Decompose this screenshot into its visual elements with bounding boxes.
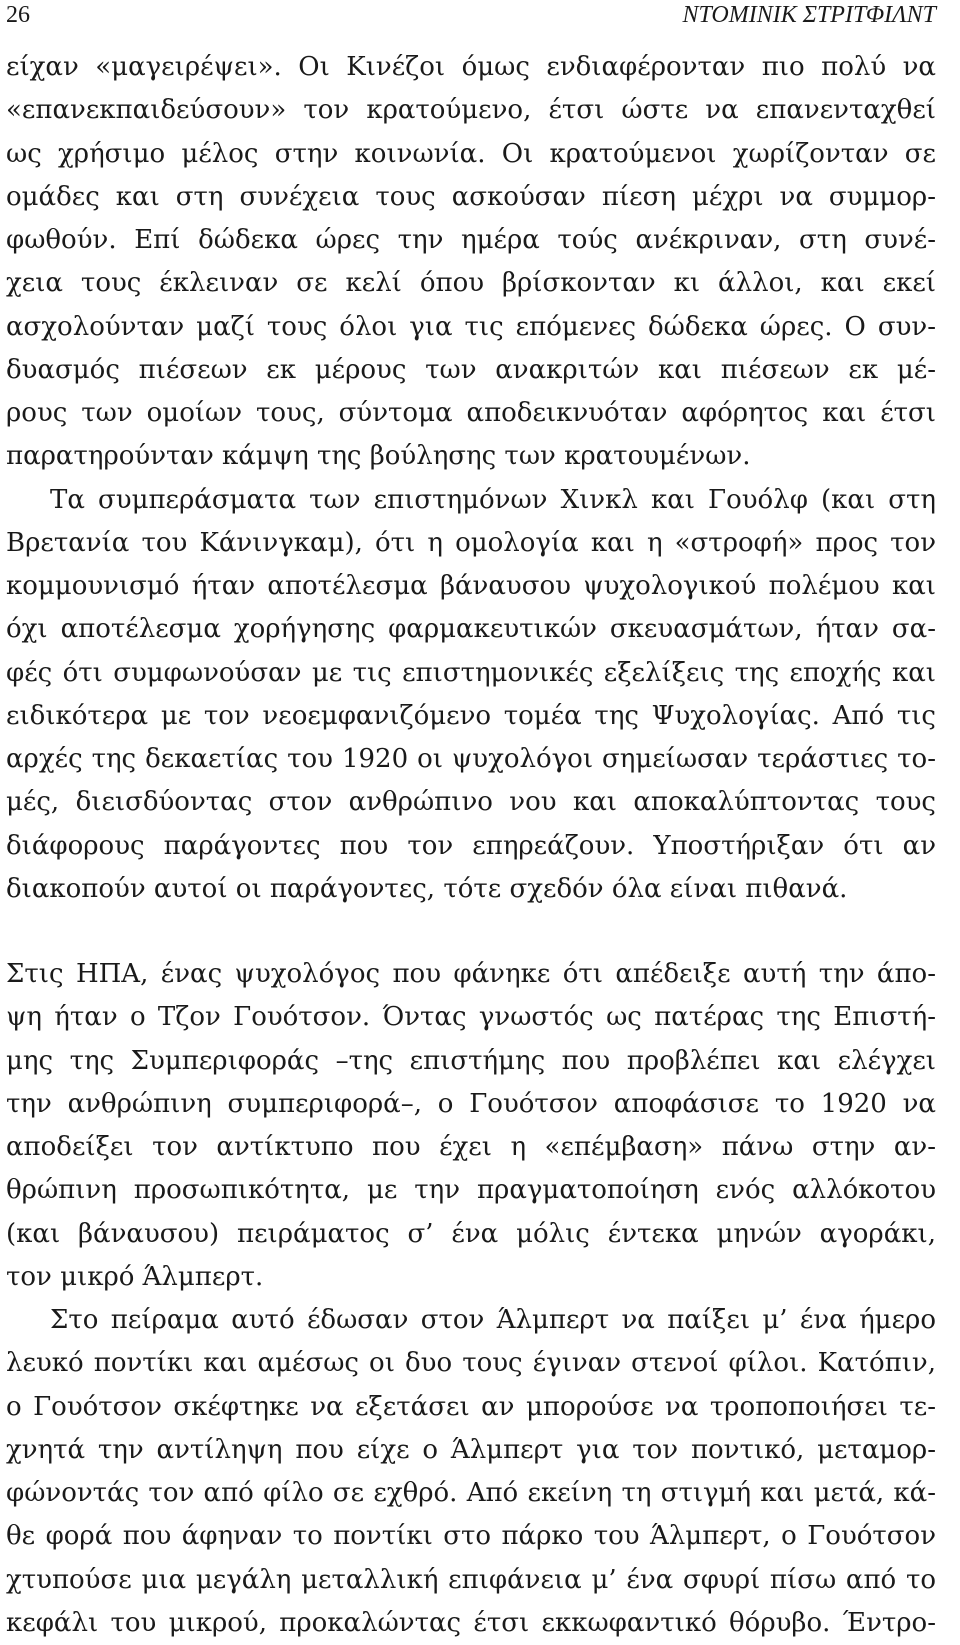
text-line: ασχολούνταν μαζί τους όλοι για τις επόμενες δώδεκα ώρες. Ο συν-	[6, 311, 936, 342]
text-line: λευκό ποντίκι και αμέσως οι δυο τους έγιναν στενοί φίλοι. Κατόπιν,	[6, 1348, 936, 1379]
text-line: διακοπούν αυτοί οι παράγοντες, τότε σχεδόν όλα είναι πιθανά.	[6, 873, 848, 904]
book-page	[6, 0, 936, 1638]
text-line: κεφάλι του μικρού, προκαλώντας έτσι εκκωφαντικό θόρυβο. Έντρο-	[6, 1607, 936, 1638]
text-line: φώνοντάς τον από φίλο σε εχθρό. Από εκείνη τη στιγμή και μετά, κά-	[6, 1478, 936, 1508]
text-line: Τα συμπεράσματα των επιστημόνων Χινκλ και Γουόλφ (και στη	[50, 484, 936, 515]
text-line: (και βάναυσου) πειράματος σ’ ένα μόλις έντεκα μηνών αγοράκι,	[6, 1218, 936, 1249]
text-line: «επανεκπαιδεύσουν» τον κρατούμενο, έτσι ώστε να επανενταχθεί	[6, 95, 936, 126]
page-number: 26	[6, 2, 30, 28]
text-line: φές ότι συμφωνούσαν με τις επιστημονικές εξελίξεις της εποχής και	[6, 657, 936, 688]
text-line: αποδείξει τον αντίκτυπο που έχει η «επέμβαση» πάνω στην αν-	[6, 1132, 936, 1162]
text-line: ως χρήσιμο μέλος στην κοινωνία. Οι κρατούμενοι χωρίζονταν σε	[6, 138, 936, 169]
paragraph	[6, 953, 936, 1299]
text-line: φωθούν. Επί δώδεκα ώρες την ημέρα τούς ανέκριναν, στη συνέ-	[6, 225, 936, 255]
text-line: διάφορους παράγοντες που τον επηρεάζουν. Υποστήριξαν ότι αν	[6, 830, 936, 861]
section-gap	[6, 911, 936, 953]
text-line: όχι αποτέλεσμα χορήγησης φαρμακευτικών σκευασμάτων, ήταν σα-	[6, 614, 936, 645]
text-line: τον μικρό Άλμπερτ.	[6, 1261, 264, 1292]
text-line: Στο πείραμα αυτό έδωσαν στον Άλμπερτ να παίξει μ’ ένα ήμερο	[50, 1305, 936, 1335]
text-line: κομμουνισμό ήταν αποτέλεσμα βάναυσου ψυχολογικού πολέμου και	[6, 571, 936, 601]
running-header	[6, 0, 936, 40]
text-line: θε φορά που άφηναν το ποντίκι στο πάρκο του Άλμπερτ, ο Γουότσον	[6, 1521, 936, 1552]
paragraph	[6, 1299, 936, 1645]
text-line: ο Γουότσον σκέφτηκε να εξετάσει αν μπορούσε να τροποποιήσει τε-	[6, 1391, 936, 1422]
text-line: ομάδες και στη συνέχεια τους ασκούσαν πίεση μέχρι να συμμορ-	[6, 181, 936, 212]
text-line: χεια τους έκλειναν σε κελί όπου βρίσκονταν κι άλλοι, και εκεί	[6, 268, 936, 299]
running-title: ΝΤΟΜΙΝΙΚ ΣΤΡΙΤΦΙΛΝΤ	[682, 2, 936, 28]
text-line: ρους των ομοίων τους, σύντομα αποδεικνυόταν αφόρητος και έτσι	[6, 398, 936, 428]
text-line: μης της Συμπεριφοράς –της επιστήμης που προβλέπει και ελέγχει	[6, 1045, 936, 1076]
text-line: χνητά την αντίληψη που είχε ο Άλμπερτ για τον ποντικό, μεταμορ-	[6, 1434, 936, 1465]
text-line: αρχές της δεκαετίας του 1920 οι ψυχολόγοι σημείωσαν τεράστιες το-	[6, 744, 936, 774]
text-line: την ανθρώπινη συμπεριφορά–, ο Γουότσον αποφάσισε το 1920 να	[6, 1088, 936, 1119]
text-line: Στις ΗΠΑ, ένας ψυχολόγος που φάνηκε ότι απέδειξε αυτή την άπο-	[6, 959, 936, 989]
text-line: χτυπούσε μια μεγάλη μεταλλική επιφάνεια μ’ ένα σφυρί πίσω από το	[6, 1564, 936, 1595]
text-line: ειδικότερα με τον νεοεμφανιζόμενο τομέα της Ψυχολογίας. Από τις	[6, 700, 936, 731]
text-line: μές, διεισδύοντας στον ανθρώπινο νου και αποκαλύπτοντας τους	[6, 787, 936, 818]
text-line: δυασμός πιέσεων εκ μέρους των ανακριτών και πιέσεων εκ μέ-	[6, 354, 936, 385]
text-line: παρατηρούνταν κάμψη της βούλησης των κρατουμένων.	[6, 441, 751, 472]
text-line: θρώπινη προσωπικότητα, με την πραγματοποίηση ενός αλλόκοτου	[6, 1175, 936, 1206]
body-text	[6, 46, 936, 1645]
paragraph	[6, 46, 936, 479]
text-line: είχαν «μαγειρέψει». Οι Κινέζοι όμως ενδιαφέρονταν πιο πολύ να	[6, 52, 936, 82]
paragraph	[6, 479, 936, 912]
text-line: ψη ήταν ο Τζον Γουότσον. Όντας γνωστός ως πατέρας της Επιστή-	[6, 1002, 936, 1033]
text-line: Βρετανία του Κάνινγκαμ), ότι η ομολογία και η «στροφή» προς τον	[6, 527, 936, 558]
